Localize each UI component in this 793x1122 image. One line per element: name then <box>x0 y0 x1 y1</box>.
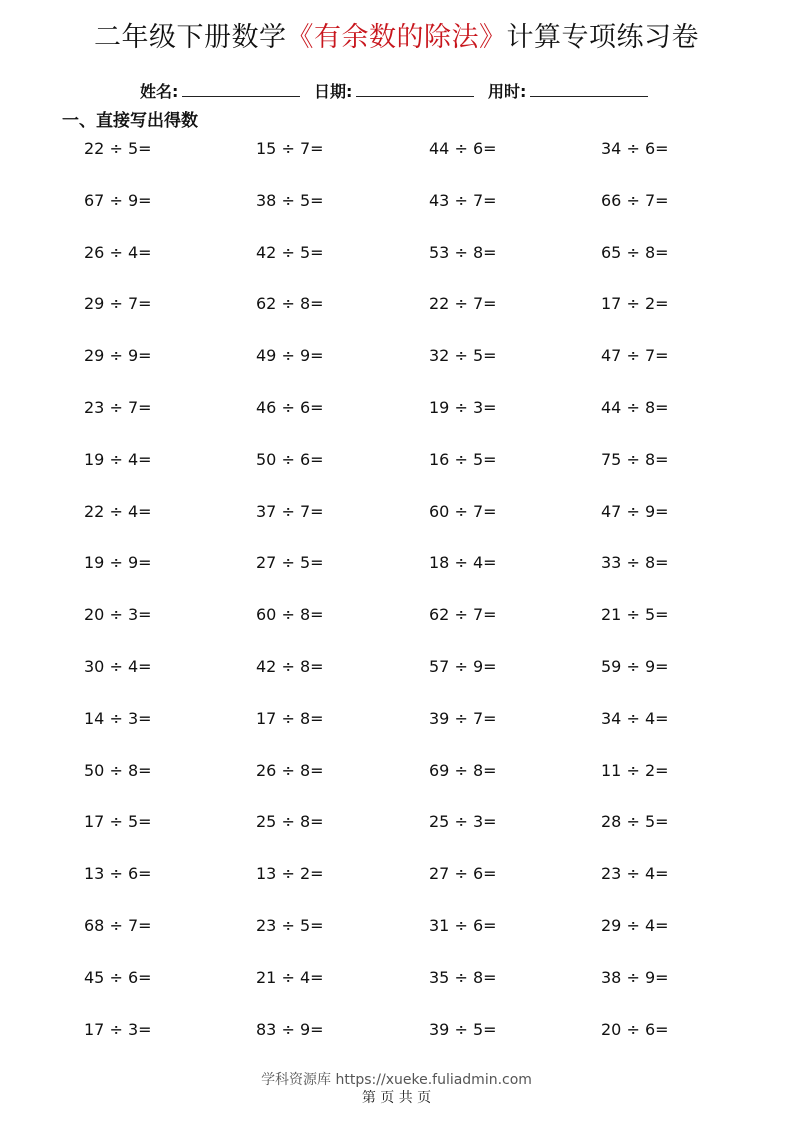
division-problem: 28 ÷ 5= <box>601 812 669 832</box>
section-heading: 一、直接写出得数 <box>62 111 198 131</box>
division-problem: 59 ÷ 9= <box>601 656 669 676</box>
problem-row <box>84 395 744 447</box>
division-problem: 47 ÷ 9= <box>601 501 669 521</box>
division-problem: 23 ÷ 7= <box>84 397 152 417</box>
division-problem: 37 ÷ 7= <box>256 501 324 521</box>
division-problem: 83 ÷ 9= <box>256 1019 324 1039</box>
problem-row <box>84 654 744 706</box>
time-label: 用时: <box>487 82 527 101</box>
name-label: 姓名: <box>140 82 179 101</box>
problem-row <box>84 965 744 1017</box>
division-problem: 43 ÷ 7= <box>429 190 497 210</box>
division-problem: 62 ÷ 7= <box>429 605 497 625</box>
division-problem: 26 ÷ 8= <box>256 760 324 780</box>
problem-row <box>84 861 744 913</box>
division-problem: 25 ÷ 8= <box>256 812 324 832</box>
problem-row <box>84 343 744 395</box>
division-problem: 32 ÷ 5= <box>429 346 497 366</box>
problem-row <box>84 550 744 602</box>
division-problem: 47 ÷ 7= <box>601 346 669 366</box>
division-problem: 19 ÷ 9= <box>84 553 152 573</box>
division-problem: 13 ÷ 6= <box>84 864 152 884</box>
division-problem: 44 ÷ 8= <box>601 397 669 417</box>
division-problem: 46 ÷ 6= <box>256 397 324 417</box>
division-problem: 62 ÷ 8= <box>256 294 324 314</box>
division-problem: 18 ÷ 4= <box>429 553 497 573</box>
division-problem: 19 ÷ 4= <box>84 449 152 469</box>
date-label: 日期: <box>313 82 353 101</box>
time-field[interactable] <box>488 78 648 104</box>
footer-page-number: 第 页 共 页 <box>361 1090 432 1106</box>
division-problem: 22 ÷ 4= <box>84 501 152 521</box>
division-problem: 53 ÷ 8= <box>429 242 497 262</box>
division-problem: 69 ÷ 8= <box>429 760 497 780</box>
division-problem: 19 ÷ 3= <box>429 397 497 417</box>
division-problem: 45 ÷ 6= <box>84 967 152 987</box>
problem-row <box>84 188 744 240</box>
division-problem: 39 ÷ 7= <box>429 708 497 728</box>
division-problem: 20 ÷ 3= <box>84 605 152 625</box>
footer-site-text: 学科资源库 https://xueke.fuliadmin.com <box>261 1072 532 1088</box>
division-problem: 35 ÷ 8= <box>429 967 497 987</box>
problem-row <box>84 706 744 758</box>
division-problem: 60 ÷ 7= <box>429 501 497 521</box>
division-problem: 20 ÷ 6= <box>601 1019 669 1039</box>
title-suffix: 计算专项练习卷 <box>506 22 699 53</box>
division-problem: 17 ÷ 5= <box>84 812 152 832</box>
problem-grid <box>84 136 744 1068</box>
division-problem: 66 ÷ 7= <box>601 190 669 210</box>
division-problem: 29 ÷ 9= <box>84 346 152 366</box>
division-problem: 23 ÷ 5= <box>256 915 324 935</box>
division-problem: 26 ÷ 4= <box>84 242 152 262</box>
problem-row <box>84 602 744 654</box>
date-blank-line[interactable] <box>356 78 474 97</box>
division-problem: 17 ÷ 8= <box>256 708 324 728</box>
division-problem: 42 ÷ 5= <box>256 242 324 262</box>
problem-row <box>84 809 744 861</box>
division-problem: 50 ÷ 6= <box>256 449 324 469</box>
problem-row <box>84 758 744 810</box>
division-problem: 17 ÷ 3= <box>84 1019 152 1039</box>
division-problem: 39 ÷ 5= <box>429 1019 497 1039</box>
division-problem: 27 ÷ 5= <box>256 553 324 573</box>
name-blank-line[interactable] <box>182 78 300 97</box>
division-problem: 67 ÷ 9= <box>84 190 152 210</box>
division-problem: 33 ÷ 8= <box>601 553 669 573</box>
time-blank-line[interactable] <box>530 78 648 97</box>
division-problem: 11 ÷ 2= <box>601 760 669 780</box>
division-problem: 23 ÷ 4= <box>601 864 669 884</box>
problem-row <box>84 447 744 499</box>
division-problem: 21 ÷ 5= <box>601 605 669 625</box>
division-problem: 75 ÷ 8= <box>601 449 669 469</box>
division-problem: 34 ÷ 4= <box>601 708 669 728</box>
division-problem: 25 ÷ 3= <box>429 812 497 832</box>
division-problem: 50 ÷ 8= <box>84 760 152 780</box>
division-problem: 44 ÷ 6= <box>429 139 497 158</box>
division-problem: 29 ÷ 7= <box>84 294 152 314</box>
division-problem: 42 ÷ 8= <box>256 656 324 676</box>
division-problem: 13 ÷ 2= <box>256 864 324 884</box>
division-problem: 38 ÷ 9= <box>601 967 669 987</box>
division-problem: 14 ÷ 3= <box>84 708 152 728</box>
title-prefix: 二年级下册数学 <box>94 22 287 53</box>
student-info-row <box>140 78 656 104</box>
division-problem: 68 ÷ 7= <box>84 915 152 935</box>
division-problem: 21 ÷ 4= <box>256 967 324 987</box>
date-field[interactable] <box>314 78 474 104</box>
division-problem: 31 ÷ 6= <box>429 915 497 935</box>
division-problem: 15 ÷ 7= <box>256 139 324 158</box>
name-field[interactable] <box>140 78 300 104</box>
division-problem: 30 ÷ 4= <box>84 656 152 676</box>
division-problem: 27 ÷ 6= <box>429 864 497 884</box>
division-problem: 22 ÷ 7= <box>429 294 497 314</box>
division-problem: 17 ÷ 2= <box>601 294 669 314</box>
problem-row <box>84 1017 744 1069</box>
division-problem: 29 ÷ 4= <box>601 915 669 935</box>
division-problem: 16 ÷ 5= <box>429 449 497 469</box>
division-problem: 57 ÷ 9= <box>429 656 497 676</box>
division-problem: 65 ÷ 8= <box>601 242 669 262</box>
problem-row <box>84 913 744 965</box>
page-title <box>0 18 793 58</box>
problem-row <box>84 136 744 188</box>
division-problem: 34 ÷ 6= <box>601 139 669 158</box>
problem-row <box>84 240 744 292</box>
problem-row <box>84 499 744 551</box>
title-highlight: 《有余数的除法》 <box>286 22 507 53</box>
division-problem: 38 ÷ 5= <box>256 190 324 210</box>
division-problem: 60 ÷ 8= <box>256 605 324 625</box>
division-problem: 49 ÷ 9= <box>256 346 324 366</box>
problem-row <box>84 291 744 343</box>
division-problem: 22 ÷ 5= <box>84 139 152 158</box>
